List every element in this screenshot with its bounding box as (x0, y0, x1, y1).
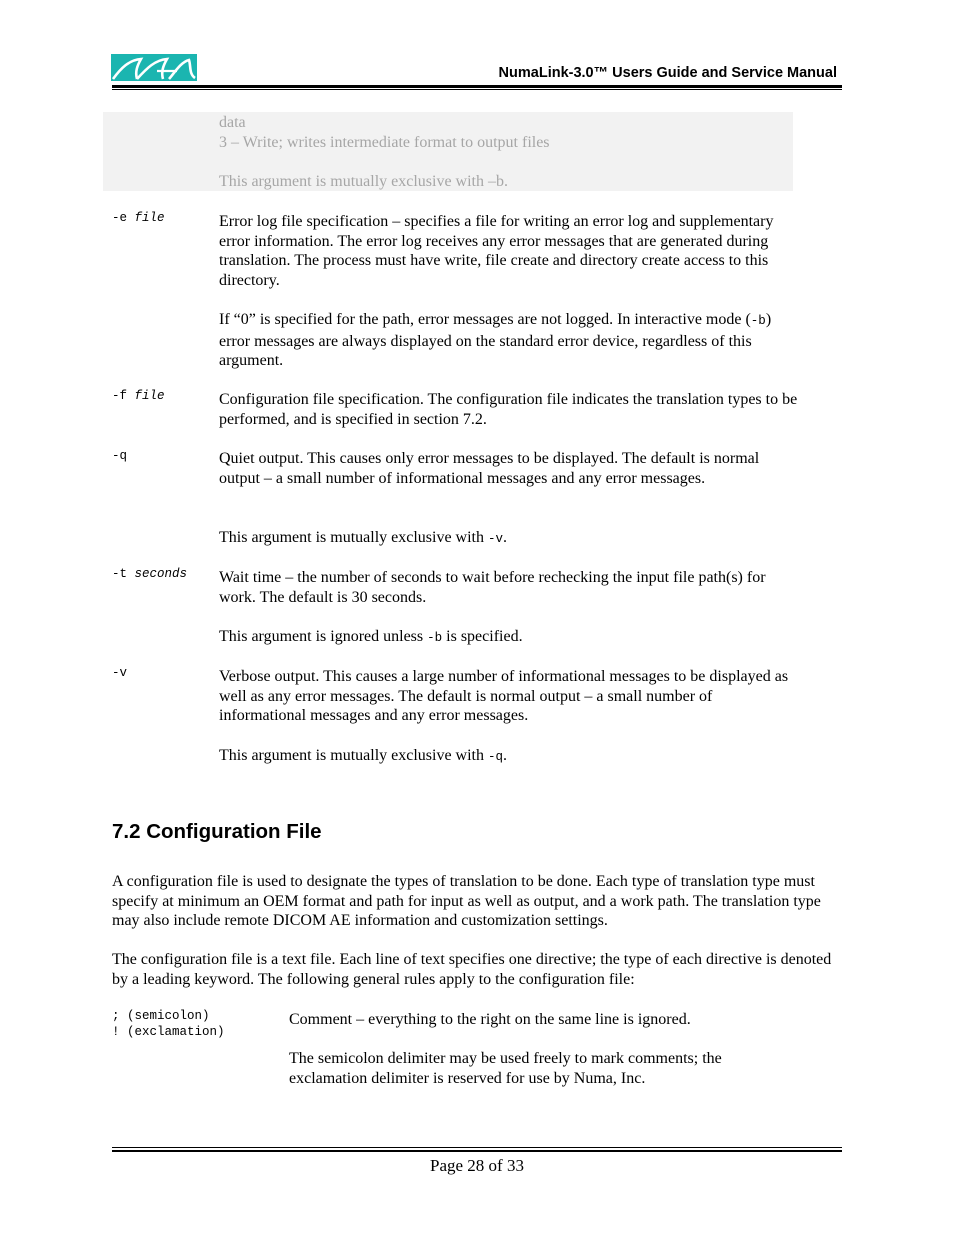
arg-q-desc-1: Quiet output. This causes only error messages to be displayed. The default is normal output – a small number of informational messages and any error messages. (219, 450, 760, 487)
company-logo (111, 54, 197, 81)
arg-e-param: file (134, 211, 165, 225)
document-title: NumaLink-3.0™ Users Guide and Service Manual (498, 65, 837, 81)
inline-code: -b (427, 631, 443, 645)
arg-e-desc-2: If “0” is specified for the path, error messages are not logged. In interactive mode (-b) error messages are always displayed on the standard error device, regardless of this argument. (219, 311, 772, 370)
arg-q (112, 448, 127, 464)
arg-t (112, 566, 187, 582)
arg-f-param: file (134, 389, 165, 403)
arg-f (112, 388, 165, 404)
footer-rule-thin (112, 1147, 842, 1148)
continued-line-2: 3 – Write; writes intermediate format to output files (219, 134, 550, 151)
arg-f-desc-1: Configuration file specification. The configuration file indicates the translation types to be performed, and is specified in section 7.2. (219, 391, 798, 428)
section-para-2: The configuration file is a text file. Each line of text specifies one directive; the type of each directive is denoted by a leading keyword. The following general rules apply to the configuration file: (112, 951, 832, 988)
arg-v (112, 665, 127, 681)
footer-rule-thick (112, 1150, 842, 1153)
symbol-exclamation: ! (exclamation) (112, 1025, 225, 1039)
section-heading: 7.2 Configuration File (112, 820, 322, 843)
continued-line-3: This argument is mutually exclusive with –b. (219, 173, 508, 190)
arg-t-desc-2: This argument is ignored unless -b is specified. (219, 628, 523, 645)
inline-code: -q (488, 750, 504, 764)
rule-comment-desc-1: Comment – everything to the right on the same line is ignored. (289, 1011, 691, 1028)
arg-v-flag: -v (112, 666, 128, 680)
page-number: Page 28 of 33 (430, 1156, 524, 1175)
arg-v-desc-1: Verbose output. This causes a large number of informational messages to be displayed as well as any error messages. The default is normal output – a small number of informational messages and any error messages. (219, 668, 789, 725)
arg-v-desc-2: This argument is mutually exclusive with -q. (219, 747, 508, 764)
header-rule-thin (112, 89, 842, 90)
arg-t-flag: -t (112, 567, 128, 581)
arg-q-desc-2: This argument is mutually exclusive with -v. (219, 529, 508, 546)
arg-e (112, 210, 165, 226)
arg-t-desc-1: Wait time – the number of seconds to wait before rechecking the input file path(s) for work. The default is 30 seconds. (219, 569, 766, 606)
inline-code: -v (488, 532, 504, 546)
rule-symbols (112, 1008, 225, 1040)
section-para-1: A configuration file is used to designate the types of translation to be done. Each type of translation type must specify at minimum an OEM format and path for input as well as output, and a work path. The translation type may also include remote DICOM AE information and customization settings. (112, 873, 821, 930)
arg-f-flag: -f (112, 389, 128, 403)
continued-line-1: data (219, 114, 246, 131)
inline-code: -b (750, 314, 766, 328)
arg-q-flag: -q (112, 449, 128, 463)
rule-comment-desc-2: The semicolon delimiter may be used freely to mark comments; the exclamation delimiter is reserved for use by Numa, Inc. (289, 1050, 722, 1087)
arg-e-flag: -e (112, 211, 128, 225)
header-rule-thick (112, 85, 842, 88)
arg-t-param: seconds (134, 567, 188, 581)
arg-e-desc-1: Error log file specification – specifies a file for writing an error log and supplementary error information. The error log receives any error messages that are generated during translation. The process must have write, file create and directory create access to this directory. (219, 213, 774, 290)
symbol-semicolon: ; (semicolon) (112, 1009, 210, 1023)
